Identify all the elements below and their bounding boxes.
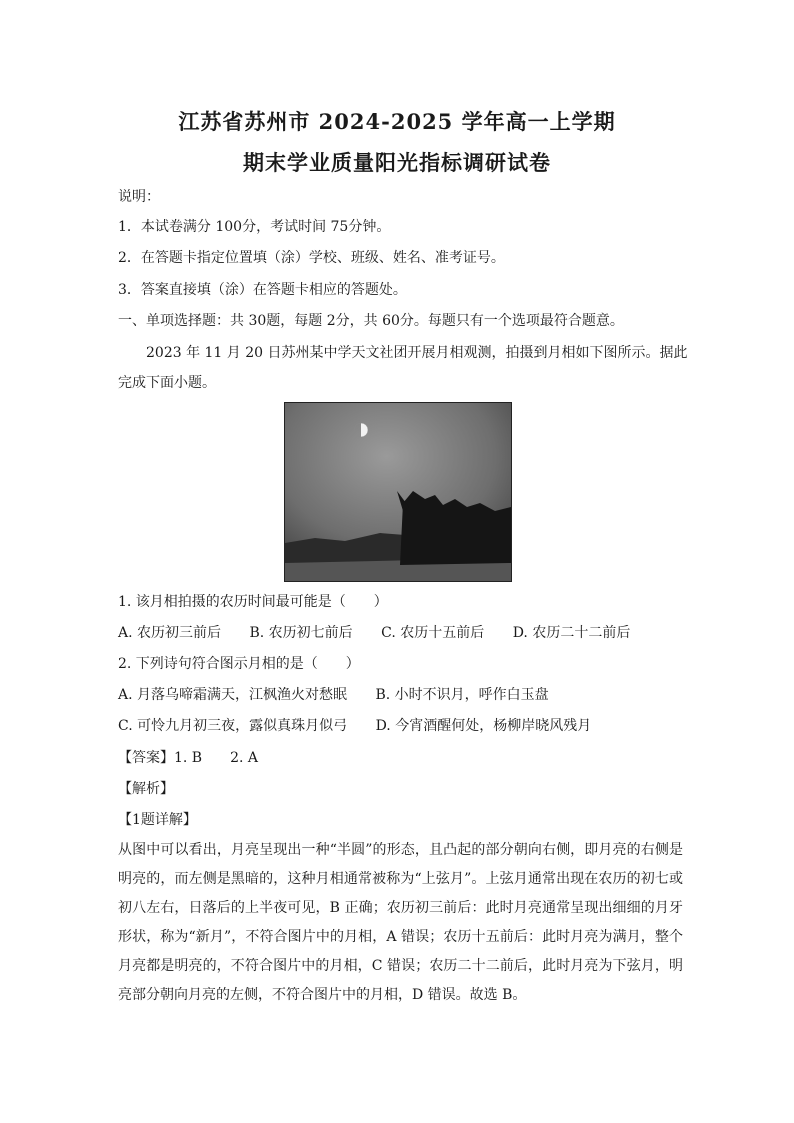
note-item-2: 2．在答题卡指定位置填（涂）学校、班级、姓名、准考证号。 xyxy=(118,250,505,266)
q1-option-d: D. 农历二十二前后 xyxy=(512,625,631,641)
q2-option-c: C. 可怜九月初三夜，露似真珠月似弓 xyxy=(118,718,348,734)
q1-option-a: A. 农历初三前后 xyxy=(118,625,222,641)
q2-option-a: A. 月落乌啼霜满天，江枫渔火对愁眠 xyxy=(118,687,348,703)
question-1-options xyxy=(118,623,678,643)
question-2-stem: 2. 下列诗句符合图示月相的是（ ） xyxy=(118,656,360,672)
page-title: 江苏省苏州市 2024-2025 学年高一上学期 xyxy=(178,109,616,134)
notes-heading: 说明： xyxy=(118,189,160,205)
q1-option-c: C. 农历十五前后 xyxy=(381,625,485,641)
explanation-text: 从图中可以看出，月亮呈现出一种“半圆”的形态，且凸起的部分朝向右侧，即月亮的右侧是明亮的，而左侧是黑暗的，这种月相通常被称为“上弦月”。上弦月通常出现在农历的初七或初八左右，日落后的上半夜可见，B 正确；农历初三前后：此时月亮通常呈现出细细的月牙形状，称为“新月”，不符合图片中的月相，A 错误；农历十五前后：此时月亮为满月，整个月亮都是明亮的，不符合图片中的月相，C 错误；农历二十二前后，此时月亮为下弦月，明亮部分朝向月亮的左侧，不符合图片中的月相，D 错误。故选 B。 xyxy=(118,842,683,1003)
question-intro-cont: 完成下面小题。 xyxy=(118,375,216,391)
answer-line: 【答案】1. B 2. A xyxy=(118,750,259,766)
question-intro: 2023 年 11 月 20 日苏州某中学天文社团开展月相观测，拍摄到月相如下图所示。据此 xyxy=(146,345,688,361)
q2-option-b: B. 小时不识月，呼作白玉盘 xyxy=(375,687,549,703)
page-subtitle: 期末学业质量阳光指标调研试卷 xyxy=(243,150,551,175)
note-item-3: 3．答案直接填（涂）在答题卡相应的答题处。 xyxy=(118,282,407,298)
moon-photo xyxy=(284,402,512,582)
q2-option-d: D. 今宵酒醒何处，杨柳岸晓风残月 xyxy=(375,718,592,734)
analysis-heading: 【解析】 xyxy=(118,781,174,797)
moon-photo-drawing xyxy=(285,403,511,581)
q1-option-b: B. 农历初七前后 xyxy=(249,625,353,641)
question-2-options-row1 xyxy=(118,685,678,705)
question-2-options-row2 xyxy=(118,716,678,736)
question-1-stem: 1. 该月相拍摄的农历时间最可能是（ ） xyxy=(118,594,388,610)
detail-heading: 【1题详解】 xyxy=(118,812,197,828)
note-item-1: 1．本试卷满分 100分，考试时间 75分钟。 xyxy=(118,219,391,235)
section-heading: 一、单项选择题：共 30题，每题 2分，共 60分。每题只有一个选项最符合题意。 xyxy=(118,313,624,329)
